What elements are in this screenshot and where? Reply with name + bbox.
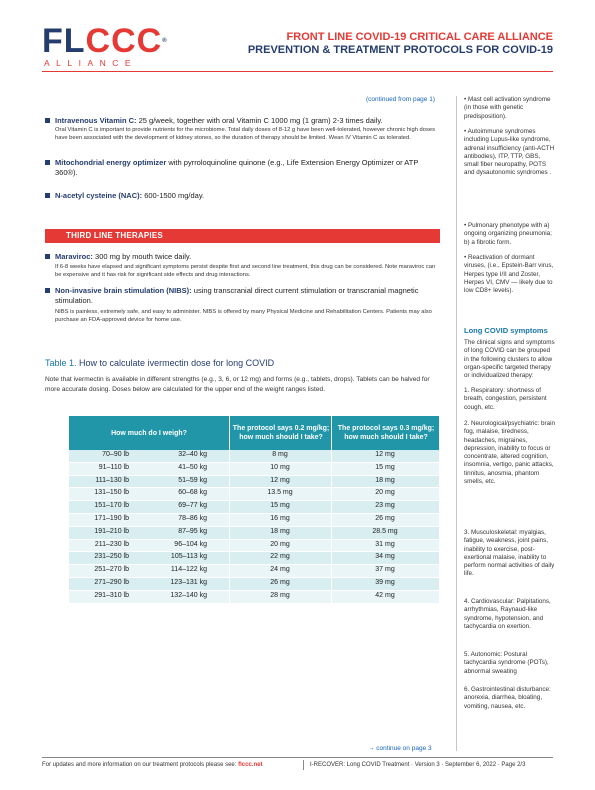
column-divider [331,565,332,577]
item-text: 25 g/week, together with oral Vitamin C 1000 mg (1 gram) 2-3 times daily. [136,116,383,125]
dose-03-cell: 23 mg [375,502,395,510]
weight-lb-cell: 231–250 lb [94,553,129,561]
table-row [69,540,439,553]
table-header [69,416,439,450]
dose-03-cell: 34 mg [375,553,395,561]
column-divider [229,450,230,462]
sidebar-bullet: • Mast cell activation syndrome (in those with genetic predisposition). [464,96,551,120]
sidebar-bullet: • Autoimmune syndromes including Lupus-like syndrome, adrenal insufficiency (anti-ACTH antibodies), ITP, TTP, GBS, small fiber neuropathy, POTS and dysautonomic syndromes . [464,128,555,177]
column-divider [331,501,332,513]
logo-text-ccc: CCC [85,22,163,60]
column-divider [229,578,230,590]
column-divider [331,488,332,500]
table-row [69,501,439,514]
header-dose-02: The protocol says 0.2 mg/kg; how much should I take? [229,416,332,450]
sidebar-cluster: 5. Autonomic: Postural tachycardia syndrome (POTs), abnormal sweating [464,651,549,675]
weight-kg-cell: 96–104 kg [174,540,207,548]
footer-right: I-RECOVER: Long COVID Treatment · Version 3 · September 6, 2022 · Page 2/3 [310,762,526,768]
footer-left [42,762,262,768]
weight-kg-cell: 60–68 kg [178,489,207,497]
dose-02-cell: 12 mg [270,476,290,484]
table-row [69,591,439,604]
column-divider [229,591,230,603]
table-row [69,488,439,501]
dose-02-cell: 26 mg [270,578,290,586]
item-title: N-acetyl cysteine (NAC): [55,191,143,200]
table-row [69,476,439,489]
table-body [69,450,439,604]
table-title-text: How to calculate ivermectin dose for long COVID [76,358,275,368]
column-divider [229,552,230,564]
bullet-square-icon [45,118,50,123]
dose-02-cell: 10 mg [270,463,290,471]
weight-lb-cell: 131–150 lb [94,489,129,497]
column-divider [331,578,332,590]
column-divider [331,514,332,526]
weight-kg-cell: 114–122 kg [170,566,207,574]
sidebar-cluster: 6. Gastrointestinal disturbance: anorexia, diarrhea, bloating, vomiting, nausea, etc. [464,686,551,710]
item-nibs [45,286,440,306]
table-row [69,552,439,565]
weight-lb-cell: 91–110 lb [98,463,129,471]
bullet-square-icon [45,254,50,259]
column-divider [229,463,230,475]
dose-03-cell: 28.5 mg [372,527,398,535]
dose-03-cell: 18 mg [375,476,395,484]
footer-separator [303,760,304,770]
weight-lb-cell: 70–90 lb [102,451,129,458]
item-title: Maraviroc: [55,252,93,261]
column-divider [331,591,332,603]
weight-kg-cell: 51–59 kg [178,476,207,484]
column-divider [331,463,332,475]
weight-lb-cell: 251–270 lb [94,566,129,574]
dose-03-cell: 31 mg [375,540,395,548]
dose-03-cell: 42 mg [375,591,395,599]
continue-link[interactable]: → continue on page 3 [368,745,432,752]
weight-lb-cell: 171–190 lb [94,514,129,522]
weight-lb-cell: 291–310 lb [94,591,129,599]
weight-kg-cell: 41–50 kg [178,463,207,471]
sidebar-cluster: 3. Musculoskeletal: myalgias, fatigue, weakness, joint pains, inability to exercise, post-exertional malaise, inability to perform normal activities of daily life. [464,529,555,578]
table-row [69,514,439,527]
table-row [69,450,439,463]
header-weight: How much do I weigh? [111,429,187,437]
item-note: NIBS is painless, extremely safe, and easy to administer. NIBS is offered by many Physical Medicine and Rehabilitation Centers. Patients may also purchase an FDA-approved device for home use. [55,309,432,324]
header-line-2: PREVENTION & TREATMENT PROTOCOLS FOR COVID-19 [247,44,553,56]
bullet-square-icon [45,160,50,165]
header-divider [42,71,553,72]
dose-02-cell: 28 mg [270,591,290,599]
dose-02-cell: 18 mg [270,527,290,535]
weight-kg-cell: 123–131 kg [170,578,207,586]
weight-lb-cell: 211–230 lb [94,540,129,548]
sidebar-heading: Long COVID symptoms [464,326,548,335]
dose-02-cell: 22 mg [270,553,290,561]
footer-link[interactable]: flccc.net [238,762,263,768]
continued-from-note: (continued from page 1) [365,96,435,103]
footer-text: For updates and more information on our treatment protocols please see: [42,762,239,768]
dose-02-cell: 16 mg [270,514,290,522]
weight-kg-cell: 105–113 kg [170,553,207,561]
header-line-1: FRONT LINE COVID-19 CRITICAL CARE ALLIANCE [286,31,553,43]
dose-03-cell: 15 mg [375,463,395,471]
table-row [69,578,439,591]
column-divider [331,450,332,462]
item-vitamin-c [45,116,440,126]
item-text: with pyrroloquinoline quinone (e.g., Life Extension Energy Optimizer or ATP 360®). [55,158,419,177]
dose-02-cell: 20 mg [270,540,290,548]
item-text: 300 mg by mouth twice daily. [92,252,192,261]
column-divider [229,501,230,513]
sidebar-bullet: • Pulmonary phenotype with a) ongoing organizing pneumonia; b) a fibrotic form. [464,222,552,246]
logo-subtitle: ALLIANCE [44,58,138,68]
column-divider [331,552,332,564]
dose-02-cell: 13.5 mg [267,489,293,497]
table-description: Note that ivermectin is available in different strengths (e.g., 3, 6, or 12 mg) and forms (e.g., tablets, drops). Tablets can be halved for more accurate dosing. Doses below are calculated for the upper end of the weight ranges listed. [45,376,430,393]
footer-divider [42,757,553,758]
column-divider [229,514,230,526]
weight-lb-cell: 191–210 lb [94,527,129,535]
weight-lb-cell: 271–290 lb [94,578,129,586]
bullet-square-icon [45,288,50,293]
sidebar-intro: The clinical signs and symptoms of long COVID can be grouped in the following clusters to allow organ-specific targeted therapy or individualized therapy: [464,339,555,380]
section-title: THIRD LINE THERAPIES [66,231,163,240]
dose-03-cell: 12 mg [375,451,395,458]
item-title: Mitochondrial energy optimizer [55,158,167,167]
flccc-logo [42,22,168,70]
sidebar-bullet: • Reactivation of dormant viruses, (i.e., Epstein-Barr virus, Herpes type I/II and Zoster, Herpes VI, CMV — likely due to low CD8+ levels). [464,254,554,295]
column-divider [229,476,230,488]
column-divider [331,527,332,539]
sidebar-cluster: 1. Respiratory: shortness of breath, congestion, persistent cough, etc. [464,387,547,411]
column-divider [229,488,230,500]
weight-kg-cell: 132–140 kg [170,591,207,599]
sidebar-divider [456,96,457,751]
ivermectin-dose-table [69,416,439,604]
dose-03-cell: 39 mg [375,578,395,586]
item-title: Intravenous Vitamin C: [55,116,137,125]
item-note: Oral Vitamin C is important to provide nutrients for the microbiome. Total daily doses of 8-12 g have been well-tolerated, however chronic high doses have been associated with the development of kidney stones, so the duration of therapy should be limited. Wean IV Vitamin C as tolerated. [55,127,435,142]
item-text: using transcranial direct current stimulation or transcranial magnetic stimulation. [55,286,419,305]
weight-kg-cell: 32–40 kg [178,451,207,458]
column-divider [229,565,230,577]
header-dose-03: The protocol says 0.3 mg/kg; how much should I take? [331,416,440,450]
dose-02-cell: 24 mg [270,566,290,574]
table-label: Table 1. [45,358,77,368]
item-mitochondrial [45,158,440,178]
sidebar-cluster: 4. Cardiovascular: Palpitations, arrhythmias, Raynaud-like syndrome, hypotension, and tachycardia on exertion. [464,598,551,630]
dose-02-cell: 8 mg [272,451,288,458]
column-divider [229,527,230,539]
weight-kg-cell: 87–95 kg [178,527,207,535]
column-divider [331,540,332,552]
sidebar-cluster: 2. Neurological/psychiatric: brain fog, malaise, tiredness, headaches, migraines, depression, inability to focus or concentrate, altered cognition, insomnia, vertigo, panic attacks, tinnitus, anosmia, phantom smells, etc. [464,420,555,486]
weight-kg-cell: 78–86 kg [178,514,207,522]
table-row [69,463,439,476]
bullet-square-icon [45,193,50,198]
weight-kg-cell: 69–77 kg [178,502,207,510]
item-maraviroc [45,252,440,262]
column-divider [229,540,230,552]
table-row [69,565,439,578]
weight-lb-cell: 151–170 lb [94,502,129,510]
dose-03-cell: 37 mg [375,566,395,574]
item-note: If 6-8 weeks have elapsed and significant symptoms persist despite first and second line treatment, this drug can be considered. Note maraviroc can be expensive and it has risk for significant side effects and drug interactions. [55,264,436,279]
column-divider [331,476,332,488]
dose-02-cell: 15 mg [270,502,290,510]
weight-lb-cell: 111–130 lb [95,476,129,484]
table-row [69,527,439,540]
item-nac [45,191,440,201]
dose-03-cell: 20 mg [375,489,395,497]
logo-text-fl: FL [42,22,86,60]
dose-03-cell: 26 mg [375,514,395,522]
item-title: Non-invasive brain stimulation (NIBS): [55,286,192,295]
logo-trademark: ® [162,38,168,44]
table-title [45,358,274,368]
item-text: 600-1500 mg/day. [142,191,205,200]
